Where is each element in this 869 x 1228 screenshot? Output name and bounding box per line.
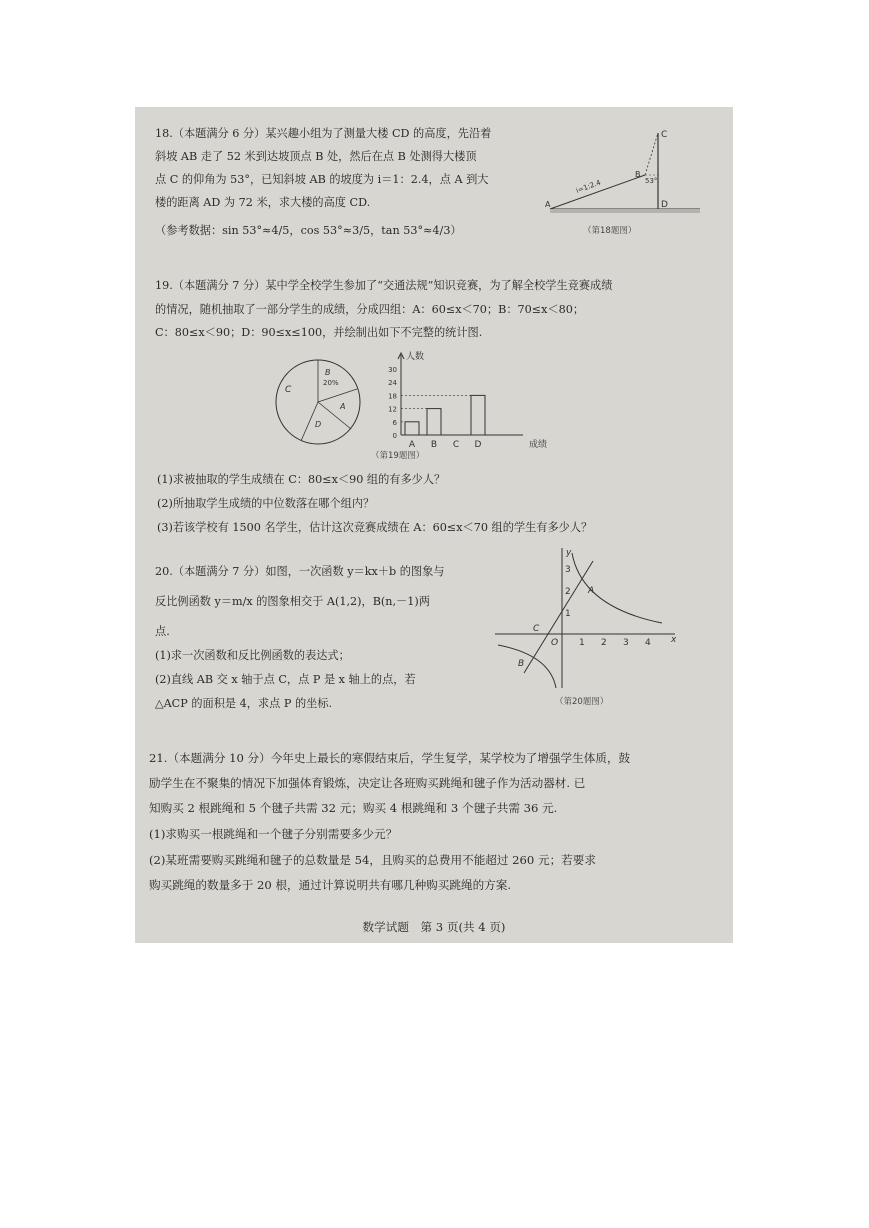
- axis-label-x: x: [671, 635, 677, 645]
- q20-line-2: 反比例函数 y＝m/x 的图象相交于 A(1,2)，B(n,－1)两: [155, 595, 430, 608]
- q20-line-5: (2)直线 AB 交 x 轴于点 C，点 P 是 x 轴上的点，若: [155, 673, 416, 686]
- q19-caption: （第19题图）: [371, 451, 425, 461]
- label-d: D: [661, 200, 668, 210]
- y-tick-label: 18: [388, 392, 397, 401]
- bar-b: [427, 409, 441, 435]
- q21-line-2: 励学生在不聚集的情况下加强体育锻炼，决定让各班购买跳绳和毽子作为活动器材. 已: [149, 776, 586, 790]
- q19-question-1: (1)求被抽取的学生成绩在 C：80≤x＜90 组的有多少人？: [157, 473, 446, 486]
- ytick-2: 2: [565, 587, 571, 597]
- q18-reference: （参考数据：sin 53°≈4/5，cos 53°≈3/5，tan 53°≈4/3）: [155, 224, 462, 237]
- line-ab: [524, 561, 593, 673]
- sight-line-bc: [645, 133, 658, 175]
- q21-line-5: (2)某班需要购买跳绳和毽子的总数量是 54，且购买的总费用不能超过 260 元；若要求: [149, 853, 596, 867]
- bar-d: [471, 395, 485, 435]
- q19-line-1: 19.（本题满分 7 分）某中学全校学生参加了“交通法规”知识竞赛，为了解全校学生竞赛成绩: [155, 279, 613, 292]
- point-a-label: A: [588, 586, 595, 596]
- q20-line-1: 20.（本题满分 7 分）如图，一次函数 y＝kx＋b 的图象与: [155, 565, 445, 578]
- pie-label-d: D: [315, 420, 322, 429]
- q20-line-6: △ACP 的面积是 4，求点 P 的坐标.: [155, 697, 333, 710]
- hyperbola-branch-2: [498, 645, 556, 688]
- pie-label-a: A: [340, 402, 346, 411]
- exam-page: [135, 107, 733, 943]
- ytick-1: 1: [565, 609, 571, 619]
- xtick-2: 2: [601, 638, 607, 648]
- y-axis-label: 人数: [406, 352, 425, 362]
- q21-line-3: 知购买 2 根跳绳和 5 个毽子共需 32 元；购买 4 根跳绳和 3 个毽子共需 36 元.: [149, 801, 558, 815]
- xtick-3: 3: [623, 638, 629, 648]
- label-a: A: [545, 200, 551, 209]
- xtick-4: 4: [645, 638, 651, 648]
- q19-question-2: (2)所抽取学生成绩的中位数落在哪个组内？: [157, 497, 375, 510]
- q19-line-2: 的情况，随机抽取了一部分学生的成绩，分成四组：A：60≤x＜70；B：70≤x＜80；: [155, 303, 585, 316]
- q18-caption: （第18题图）: [583, 226, 637, 236]
- y-tick-label: 6: [392, 418, 397, 427]
- q18-line-3: 点 C 的仰角为 53°，已知斜坡 AB 的坡度为 i＝1：2.4，点 A 到大: [155, 173, 489, 186]
- hyperbola-branch-1: [572, 553, 662, 623]
- pie-label-percent: 20%: [323, 379, 339, 387]
- page-footer: 数学试题 第 3 页(共 4 页): [362, 920, 506, 934]
- y-tick-label: 0: [392, 432, 397, 440]
- y-tick-label: 12: [388, 405, 397, 414]
- y-tick-label: 24: [388, 379, 397, 388]
- q18-line-4: 楼的距离 AD 为 72 米，求大楼的高度 CD.: [155, 196, 371, 209]
- q20-line-3: 点.: [155, 625, 170, 638]
- q19-bar-chart: [373, 345, 573, 453]
- x-axis-label: 成绩: [529, 440, 548, 450]
- q19-line-3: C：80≤x＜90；D：90≤x≤100，并绘制出如下不完整的统计图.: [155, 326, 483, 339]
- q20-caption: （第20题图）: [555, 697, 609, 707]
- q19-question-3: (3)若该学校有 1500 名学生，估计这次竞赛成绩在 A：60≤x＜70 组的学生有多少人？: [157, 521, 593, 534]
- axis-label-y: y: [566, 548, 572, 558]
- q21-line-6: 购买跳绳的数量多于 20 根，通过计算说明共有哪几种购买跳绳的方案.: [149, 878, 512, 892]
- label-c: C: [661, 130, 668, 140]
- q18-line-2: 斜坡 AB 走了 52 米到达坡顶点 B 处，然后在点 B 处测得大楼顶: [155, 150, 477, 163]
- x-tick-label: B: [430, 440, 438, 450]
- q18-line-1: 18.（本题满分 6 分）某兴趣小组为了测量大楼 CD 的高度，先沿着: [155, 127, 492, 140]
- x-tick-label: C: [452, 440, 460, 450]
- point-c-label: C: [533, 624, 540, 634]
- ytick-3: 3: [565, 565, 571, 575]
- q18-figure: [545, 127, 705, 217]
- origin-label: O: [551, 638, 559, 648]
- q20-line-4: (1)求一次函数和反比例函数的表达式；: [155, 649, 350, 662]
- q21-line-4: (1)求购买一根跳绳和一个毽子分别需要多少元？: [149, 827, 398, 841]
- x-tick-label: D: [474, 440, 482, 450]
- label-slope: i=1:2.4: [574, 178, 602, 195]
- point-b-label: B: [518, 659, 525, 669]
- bar-a: [405, 422, 419, 435]
- x-tick-label: A: [408, 440, 416, 450]
- q21-line-1: 21.（本题满分 10 分）今年史上最长的寒假结束后，学生复学，某学校为了增强学生体质，鼓: [149, 751, 631, 765]
- y-tick-label: 30: [388, 366, 397, 374]
- xtick-1: 1: [579, 638, 585, 648]
- q19-pie-chart: [273, 357, 363, 447]
- label-b: B: [635, 170, 641, 179]
- label-angle: 53°: [645, 177, 658, 185]
- pie-label-b: B: [325, 368, 331, 377]
- pie-label-c: C: [285, 385, 292, 395]
- q20-graph: [490, 543, 680, 693]
